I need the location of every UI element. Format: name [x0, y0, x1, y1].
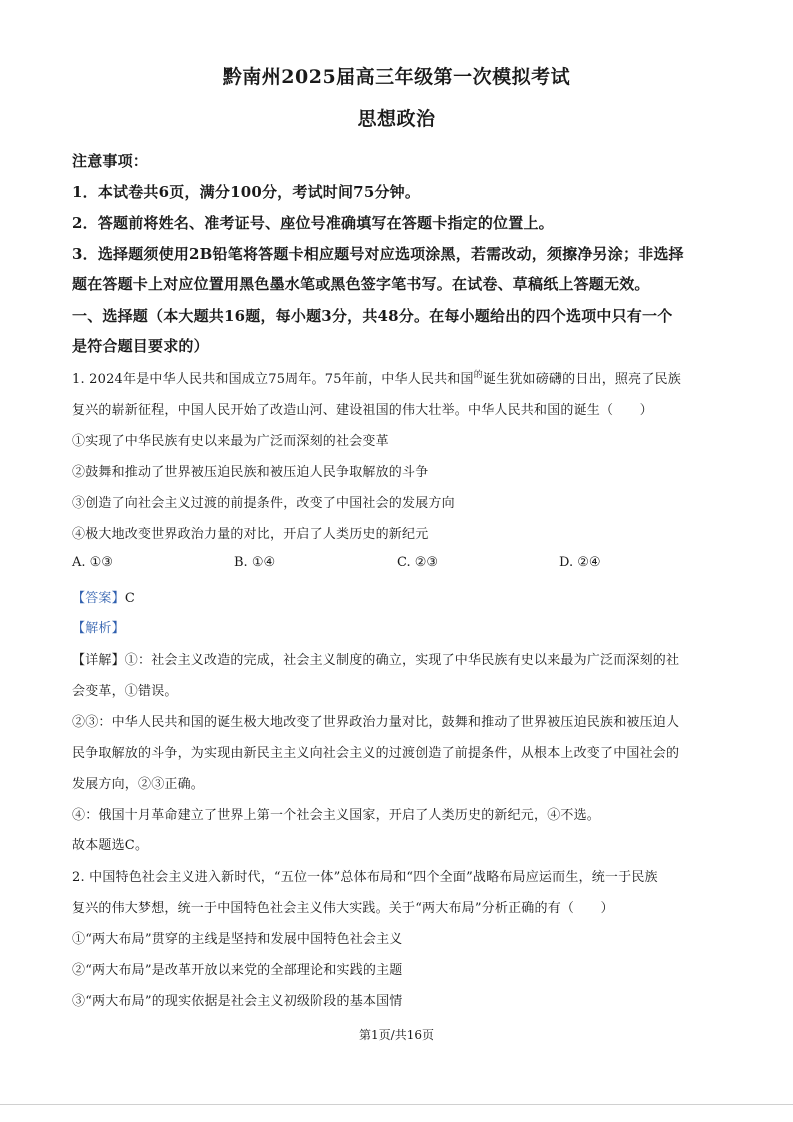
q1-option-a: A. ①③ [72, 555, 113, 570]
q2-stem-cont: 复兴的伟大梦想，统一于中国特色社会主义伟大实践。关于“两大布局”分析正确的有（ ） [72, 901, 614, 916]
q2-statement-3: ③“两大布局”的现实依据是社会主义初级阶段的基本国情 [72, 994, 403, 1009]
q1-answer [72, 587, 724, 606]
q2-statement-1: ①“两大布局”贯穿的主线是坚持和发展中国特色社会主义 [72, 932, 403, 947]
section-heading: 一、选择题（本大题共16题，每小题3分，共48分。在每小题给出的四个选项中只有一个 [72, 307, 673, 325]
notice-item-3: 3．选择题须使用2B铅笔将答题卡相应题号对应选项涂黑，若需改动，须擦净另涂；非选择 [72, 245, 684, 263]
q1-statement-1: ①实现了中华民族有史以来最为广泛而深刻的社会变革 [72, 434, 389, 449]
q1-statement-2: ②鼓舞和推动了世界被压迫民族和被压迫人民争取解放的斗争 [72, 465, 429, 480]
section-heading-cont: 是符合题目要求的） [72, 337, 209, 355]
notice-item-2: 2．答题前将姓名、准考证号、座位号准确填写在答题卡指定的位置上。 [72, 214, 554, 232]
answer-value: C [124, 591, 135, 606]
q1-detail-2: 会变革，①错误。 [72, 684, 178, 699]
answer-tag: 【答案】 [72, 591, 125, 606]
analysis-tag: 【解析】 [72, 621, 125, 636]
exam-title: 黔南州2025届高三年级第一次模拟考试 [222, 66, 571, 88]
q1-detail-4: 民争取解放的斗争，为实现由新民主主义向社会主义的过渡创造了前提条件，从根本上改变了中国社会的 [72, 746, 680, 761]
q1-statement-3: ③创造了向社会主义过渡的前提条件，改变了中国社会的发展方向 [72, 496, 455, 511]
page-number: 第1页/共16页 [359, 1028, 434, 1042]
page-bottom-divider [0, 1104, 793, 1105]
q1-detail-6: ④：俄国十月革命建立了世界上第一个社会主义国家，开启了人类历史的新纪元，④不选。 [72, 808, 601, 823]
exam-subject: 思想政治 [357, 108, 436, 130]
q1-detail-7: 故本题选C。 [72, 838, 149, 853]
q1-detail-1: 【详解】①：社会主义改造的完成，社会主义制度的确立，实现了中华民族有史以来最为广泛而深刻的社 [72, 653, 680, 668]
notice-item-1: 1．本试卷共6页，满分100分，考试时间75分钟。 [72, 183, 421, 201]
q1-stem [72, 368, 724, 387]
q2-stem: 2. 中国特色社会主义进入新时代，“五位一体”总体布局和“四个全面”战略布局应运而生，统一于民族 [72, 870, 658, 885]
q1-detail-5: 发展方向，②③正确。 [72, 777, 205, 792]
q1-stem-cont: 复兴的崭新征程，中国人民开始了改造山河、建设祖国的伟大壮举。中华人民共和国的诞生（ ） [72, 403, 653, 418]
q1-stem-part-b: 诞生犹如磅礴的日出，照亮了民族 [482, 372, 681, 387]
q2-statement-2: ②“两大布局”是改革开放以来党的全部理论和实践的主题 [72, 963, 403, 978]
notice-heading: 注意事项： [72, 152, 149, 170]
q1-option-c: C. ②③ [397, 555, 439, 570]
q1-stem-part-a: 1. 2024年是中华人民共和国成立75周年。75年前，中华人民共和国 [72, 372, 474, 387]
notice-item-3-cont: 题在答题卡上对应位置用黑色墨水笔或黑色签字笔书写。在试卷、草稿纸上答题无效。 [72, 275, 650, 293]
q1-option-b: B. ①④ [234, 555, 276, 570]
q1-stem-superscript: 的 [473, 370, 483, 381]
q1-option-d: D. ②④ [559, 555, 601, 570]
q1-statement-4: ④极大地改变世界政治力量的对比，开启了人类历史的新纪元 [72, 527, 429, 542]
q1-detail-3: ②③：中华人民共和国的诞生极大地改变了世界政治力量对比，鼓舞和推动了世界被压迫民族和被压迫人 [72, 715, 680, 730]
